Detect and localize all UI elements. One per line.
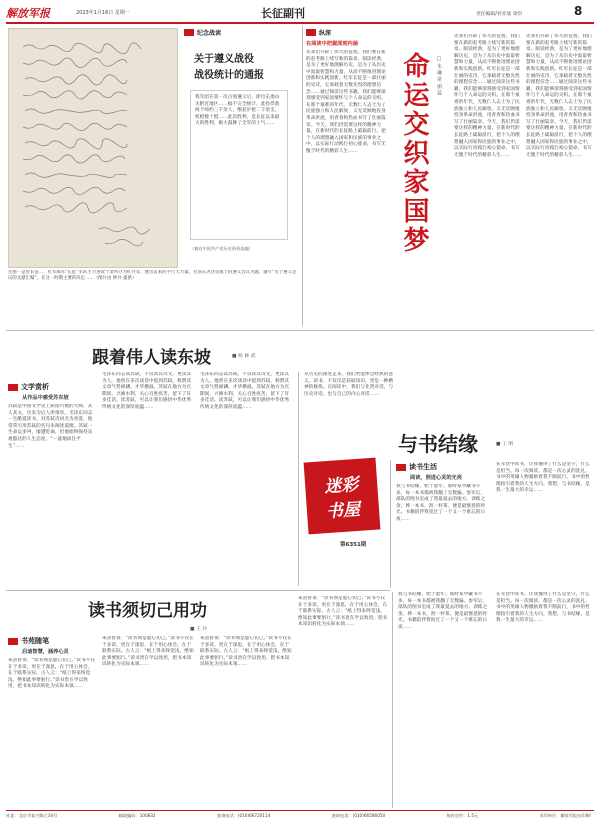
letter-photo — [8, 28, 178, 268]
mid-rule — [6, 330, 594, 331]
stamp-line-1: 迷彩 — [323, 474, 359, 498]
paper-name: 解放军报 — [6, 7, 50, 20]
feature-subtitle: 在阅读中把握深刻内涵 — [306, 41, 358, 47]
letter-body: 我军团在第一次占领遵义后，即出击娄山关附近地区……据不完全统计，此役俘敌两个师约三千余人，缴获步枪二千余支，机枪数十挺……此次胜利，是长征以来最大的胜利，极大鼓舞了全军的士气…… — [190, 90, 288, 240]
footer — [6, 813, 594, 823]
left-headline-author: ■ 杨 修 武 — [232, 354, 256, 359]
book-life-sub: 阅读，照进心灵的光亮 — [410, 475, 462, 481]
lit-tag: 文学赏析 — [8, 382, 49, 392]
essay-body-3: 朱熹曾说：“读书须是虚心切己。”读书不仅在于多读，更在于深思，在于用心体会，在于联系实际。古人云：“纸上得来终觉浅，绝知此事要躬行。”读书贵在学以致用，把书本知识转化为实际本领…… — [200, 636, 292, 668]
stamp-line-2: 书屋 — [325, 499, 361, 523]
mid-right-body: 从历史的深处走来，我们更能体会经典的意义。读书，不仅仅是获取知识，更是一种精神的修炼。在阅读中，我们与先贤对话，与历史对话，也与自己的内心对话…… — [304, 372, 394, 397]
bottom-right-body: 我与书结缘，始于童年。那时家中藏书不多，每一本书都被我翻了无数遍。参军后，部队的图书室成了我最爱去的地方。训练之余，捧一本书，沏一杯茶，便是最惬意的时光。书籍陪伴我度过了一个又一个难忘的日夜…… — [398, 592, 488, 630]
feature-body-col1: 先辈们开辟了伟大的征程，我们要在新的赶考路上续写新的篇章。阅读经典，是为了更好地理解历史，是为了从历史中汲取智慧和力量，从而不断推进理论创新和实践创新。红军长征是一部壮丽的史诗，它承载着无数先烈的理想信念……通过阅读这些书籍，我们能够深刻感受到家国情怀与个人命运的交织。在那个艰难的年代，无数仁人志士为了民族独立和人民解放，义无反顾地投身革命洪流，用青春和热血书写了壮丽篇章。今天，我们仍需要这样的精神力量，在新时代的长征路上砥砺前行，把个人的理想融入国家和民族的事业之中，以实际行动践行初心使命，书写无愧于时代的精彩人生…… — [306, 50, 386, 154]
feature-body-col3: 先辈们开辟了伟大的征程，我们要在新的赶考路上续写新的篇章。阅读经典，是为了更好地理解历史，是为了从历史中汲取智慧和力量，从而不断推进理论创新和实践创新。红军长征是一部壮丽的史诗，它承载着无数先烈的理想信念……通过阅读这些书籍，我们能够深刻感受到家国情怀与个人命运的交织。在那个艰难的年代，无数仁人志士为了民族独立和人民解放，义无反顾地投身革命洪流，用青春和热血书写了壮丽篇章。今天，我们仍需要这样的精神力量，在新时代的长征路上砥砺前行，把个人的理想融入国家和民族的事业之中，以实际行动践行初心使命，书写无愧于时代的精彩人生…… — [526, 34, 592, 158]
essay-body-2: 朱熹曾说：“读书须是虚心切己。”读书不仅在于多读，更在于深思，在于用心体会，在于联系实际。古人云：“纸上得来终觉浅，绝知此事要躬行。”读书贵在学以致用，把书本知识转化为实际本领…… — [102, 636, 194, 668]
right-headline-author: ■ 丁 明 — [496, 442, 514, 447]
right-headline: 与书结缘 — [398, 432, 478, 456]
masthead-rule — [6, 22, 594, 24]
footer-zip: 邮政编码：100832 — [118, 813, 156, 818]
letter-footer: （摘自中国共产党历史资料选编） — [190, 246, 253, 251]
page-number: 8 — [574, 4, 583, 18]
book-icon — [184, 29, 194, 36]
far-right-body: 在军营中读书，让我懂得了什么是坚守，什么是担当。每一次阅读，都是一次心灵的洗礼。书中的英雄人物激励着我不断前行，书中的哲理指引着我的人生方向。我想，与书结缘，是我一生最大的幸运…… — [496, 462, 590, 494]
bottom-rule — [6, 590, 390, 591]
footer-phone-2: 查询电话：(010)66586050 — [331, 813, 386, 818]
essay-body-1: 朱熹曾说：“读书须是虚心切己。”读书不仅在于多读，更在于深思，在于用心体会，在于联系实际。古人云：“纸上得来终觉浅，绝知此事要躬行。”读书贵在学以致用，把书本知识转化为实际本领…… — [8, 658, 96, 690]
left-headline: 跟着伟人读东坡 — [92, 348, 211, 368]
footer-phone-1: 查询电话：(010)66720114 — [216, 813, 271, 818]
bookstore-stamp — [304, 458, 381, 535]
feature-headline: 命运交织家国梦 — [399, 52, 429, 255]
masthead — [6, 4, 594, 22]
book-life-tag: 读书生活 — [396, 462, 437, 472]
essay-sub: 启迪智慧，涵养心灵 — [22, 649, 69, 655]
right-col-rule — [390, 460, 391, 588]
photo-caption: 左图一是曾长征二、红军战军“长征”军队主力进攻十余所分为红兵等，展出去来的平行大力量。毛泽东为这里战士的遵义会议为题，题写“关于遵义会议的文献汇编”，在这一时期主要的决定……（图片由 钟兵 提供） — [8, 270, 297, 281]
lit-sub: 从作品中感受苏东坡 — [22, 395, 69, 401]
essay-tag: 书苑随笔 — [8, 636, 49, 646]
bottom-headline: 读书须切己用功 — [88, 601, 207, 621]
essay-body-4: 朱熹曾说：“读书须是虚心切己。”读书不仅在于多读，更在于深思，在于用心体会，在于联系实际。古人云：“纸上得来终觉浅，绝知此事要躬行。”读书贵在学以致用，把书本知识转化为实际本领…… — [298, 596, 388, 628]
book-icon — [396, 464, 406, 471]
section-title: 长征副刊 — [261, 7, 305, 20]
bottom-author: ■ 王 玲 — [190, 627, 208, 632]
letter-title-1: 关于遵义战役 — [194, 54, 254, 65]
feature-author: □ 朱 琳 常 丽 蕊 — [436, 56, 442, 95]
footer-printer: 承印单位：解放军报社印刷厂 — [539, 813, 594, 818]
book-icon — [8, 638, 18, 645]
mid-col-rule — [298, 372, 299, 586]
letter-title-2: 战役统计的通报 — [194, 70, 264, 81]
feature-body-col2: 先辈们开辟了伟大的征程，我们要在新的赶考路上续写新的篇章。阅读经典，是为了更好地理解历史，是为了从历史中汲取智慧和力量，从而不断推进理论创新和实践创新。红军长征是一部壮丽的史诗，它承载着无数先烈的理想信念……通过阅读这些书籍，我们能够深刻感受到家国情怀与个人命运的交织。在那个艰难的年代，无数仁人志士为了民族独立和人民解放，义无反顾地投身革命洪流，用青春和热血书写了壮丽篇章。今天，我们仍需要这样的精神力量，在新时代的长征路上砥砺前行，把个人的理想融入国家和民族的事业之中，以实际行动践行初心使命，书写无愧于时代的精彩人生…… — [454, 34, 520, 158]
handwriting-image — [9, 29, 177, 267]
bottom-far-right-body: 在军营中读书，让我懂得了什么是坚守，什么是担当。每一次阅读，都是一次心灵的洗礼。书中的英雄人物激励着我不断前行，书中的哲理指引着我的人生方向。我想，与书结缘，是我一生最大的幸运…… — [496, 592, 590, 624]
book-icon — [8, 384, 18, 391]
pen-icon — [306, 29, 316, 36]
book-life-body: 我与书结缘，始于童年。那时家中藏书不多，每一本书都被我翻了无数遍。参军后，部队的图书室成了我最爱去的地方。训练之余，捧一本书，沏一杯茶，便是最惬意的时光。书籍陪伴我度过了一个又一个难忘的日夜…… — [396, 484, 486, 522]
bottom-right-rule — [392, 592, 393, 808]
feature-article — [306, 26, 594, 326]
letter-tag: 纪念战读 — [184, 28, 221, 37]
footer-rule — [6, 810, 594, 811]
footer-price: 每份定价：1.5元 — [446, 813, 479, 818]
stamp-issue: 第6351期 — [340, 542, 367, 548]
lit-body-mid: 毛泽东同志读苏轼，不仅读其诗文，更读其为人。他曾在多次谈话中提到苏轼，称赞其文章气势磅礴、才华横溢。苏轼在地方为官期间，兴修水利，关心百姓疾苦，留下了许多佳话。读苏轼，可以让我们感悟中华优秀传统文化的深厚底蕴…… — [102, 372, 192, 410]
feature-rule — [302, 26, 303, 326]
feature-tag: 纵深 — [306, 28, 331, 37]
footer-address: 社址：北京市复兴路乙34号 — [6, 813, 58, 818]
letter-article — [180, 28, 298, 266]
date-line: 2023年1月16日 星期一 — [76, 10, 130, 16]
lit-body: 苏轼是中国文学史上屈指可数的大师，其人其文，历来为后人所推崇。毛泽东同志一生酷爱读书，对苏轼诗词尤为喜爱，他常常引用苏轼的名句来阐述道理。苏轼一生命运多舛，屡遭贬谪，但他始终保持乐观豁达的人生态度，“一蓑烟雨任平生”…… — [8, 404, 93, 449]
editors: 责任编辑/刘亚迪 梁崇 — [476, 12, 523, 17]
lit-body-right: 毛泽东同志读苏轼，不仅读其诗文，更读其为人。他曾在多次谈话中提到苏轼，称赞其文章气势磅礴、才华横溢。苏轼在地方为官期间，兴修水利，关心百姓疾苦，留下了许多佳话。读苏轼，可以让我们感悟中华优秀传统文化的深厚底蕴…… — [200, 372, 290, 410]
